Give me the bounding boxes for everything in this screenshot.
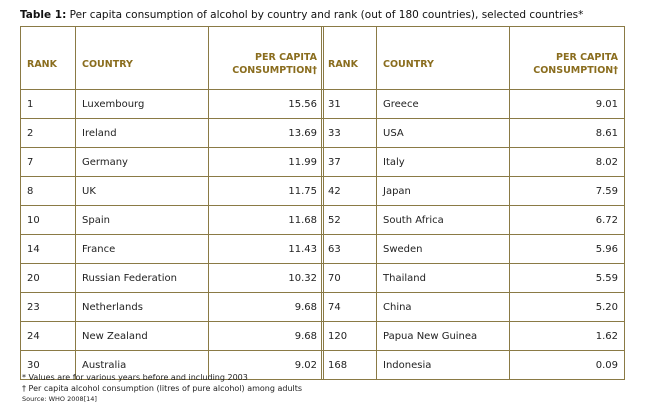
rank-cell: 30 <box>21 351 76 380</box>
header-row <box>322 27 625 90</box>
value-cell: 9.68 <box>209 322 324 351</box>
left-rows <box>21 90 324 380</box>
country-cell: USA <box>377 119 510 148</box>
header-consumption <box>510 27 625 90</box>
rank-cell: 37 <box>322 148 377 177</box>
table-row <box>322 322 625 351</box>
value-cell: 11.99 <box>209 148 324 177</box>
value-cell: 7.59 <box>510 177 625 206</box>
country-cell: Spain <box>76 206 209 235</box>
value-cell: 5.96 <box>510 235 625 264</box>
rank-cell: 14 <box>21 235 76 264</box>
header-consumption-line2: CONSUMPTION† <box>533 65 618 76</box>
table-row <box>21 293 324 322</box>
rank-cell: 42 <box>322 177 377 206</box>
rank-cell: 1 <box>21 90 76 119</box>
country-cell: Luxembourg <box>76 90 209 119</box>
header-consumption-line2: CONSUMPTION† <box>232 65 317 76</box>
country-cell: Papua New Guinea <box>377 322 510 351</box>
country-cell: Ireland <box>76 119 209 148</box>
value-cell: 9.68 <box>209 293 324 322</box>
country-cell: Sweden <box>377 235 510 264</box>
country-cell: New Zealand <box>76 322 209 351</box>
rank-cell: 7 <box>21 148 76 177</box>
table-row <box>322 177 625 206</box>
table-row <box>322 264 625 293</box>
value-cell: 9.02 <box>209 351 324 380</box>
value-cell: 5.59 <box>510 264 625 293</box>
rank-cell: 24 <box>21 322 76 351</box>
country-cell: Netherlands <box>76 293 209 322</box>
header-country: COUNTRY <box>377 27 510 90</box>
country-cell: Japan <box>377 177 510 206</box>
footnote-source: Source: WHO 2008[14] <box>22 395 97 403</box>
table-row <box>21 148 324 177</box>
country-cell: UK <box>76 177 209 206</box>
consumption-table-right <box>321 26 625 380</box>
value-cell: 10.32 <box>209 264 324 293</box>
table-row <box>21 206 324 235</box>
rank-cell: 31 <box>322 90 377 119</box>
value-cell: 1.62 <box>510 322 625 351</box>
caption-prefix: Table 1: <box>20 9 67 21</box>
table-row <box>322 235 625 264</box>
country-cell: Germany <box>76 148 209 177</box>
value-cell: 11.68 <box>209 206 324 235</box>
rank-cell: 70 <box>322 264 377 293</box>
country-cell: South Africa <box>377 206 510 235</box>
country-cell: Greece <box>377 90 510 119</box>
country-cell: Indonesia <box>377 351 510 380</box>
value-cell: 8.02 <box>510 148 625 177</box>
value-cell: 8.61 <box>510 119 625 148</box>
table-row <box>322 206 625 235</box>
table-row <box>322 90 625 119</box>
rank-cell: 63 <box>322 235 377 264</box>
value-cell: 13.69 <box>209 119 324 148</box>
rank-cell: 8 <box>21 177 76 206</box>
rank-cell: 120 <box>322 322 377 351</box>
consumption-table-left <box>20 26 324 380</box>
rank-cell: 74 <box>322 293 377 322</box>
table-row <box>21 235 324 264</box>
country-cell: Australia <box>76 351 209 380</box>
value-cell: 15.56 <box>209 90 324 119</box>
country-cell: France <box>76 235 209 264</box>
country-cell: Russian Federation <box>76 264 209 293</box>
rank-cell: 52 <box>322 206 377 235</box>
header-rank: RANK <box>322 27 377 90</box>
country-cell: China <box>377 293 510 322</box>
caption-text: Per capita consumption of alcohol by country and rank (out of 180 countries), selected countries* <box>66 9 584 21</box>
header-consumption-line1: PER CAPITA <box>556 52 618 63</box>
header-country: COUNTRY <box>76 27 209 90</box>
table-row <box>322 119 625 148</box>
table-row <box>21 119 324 148</box>
rank-cell: 10 <box>21 206 76 235</box>
table-row <box>322 293 625 322</box>
footnotes <box>22 372 302 405</box>
country-cell: Thailand <box>377 264 510 293</box>
header-consumption <box>209 27 324 90</box>
rank-cell: 20 <box>21 264 76 293</box>
value-cell: 9.01 <box>510 90 625 119</box>
right-rows <box>322 90 625 380</box>
rank-cell: 23 <box>21 293 76 322</box>
value-cell: 5.20 <box>510 293 625 322</box>
table-caption <box>20 9 583 21</box>
rank-cell: 168 <box>322 351 377 380</box>
rank-cell: 2 <box>21 119 76 148</box>
value-cell: 11.75 <box>209 177 324 206</box>
table-row <box>21 264 324 293</box>
header-consumption-line1: PER CAPITA <box>255 52 317 63</box>
country-cell: Italy <box>377 148 510 177</box>
table-row <box>21 90 324 119</box>
table-row <box>21 322 324 351</box>
table-row <box>322 351 625 380</box>
value-cell: 11.43 <box>209 235 324 264</box>
header-rank: RANK <box>21 27 76 90</box>
value-cell: 6.72 <box>510 206 625 235</box>
header-row <box>21 27 324 90</box>
rank-cell: 33 <box>322 119 377 148</box>
value-cell: 0.09 <box>510 351 625 380</box>
table-row <box>21 177 324 206</box>
footnote-asterisk: * Values are for various years before and including 2003 <box>22 373 248 382</box>
table-row <box>322 148 625 177</box>
footnote-dagger: † Per capita alcohol consumption (litres of pure alcohol) among adults <box>22 384 303 393</box>
